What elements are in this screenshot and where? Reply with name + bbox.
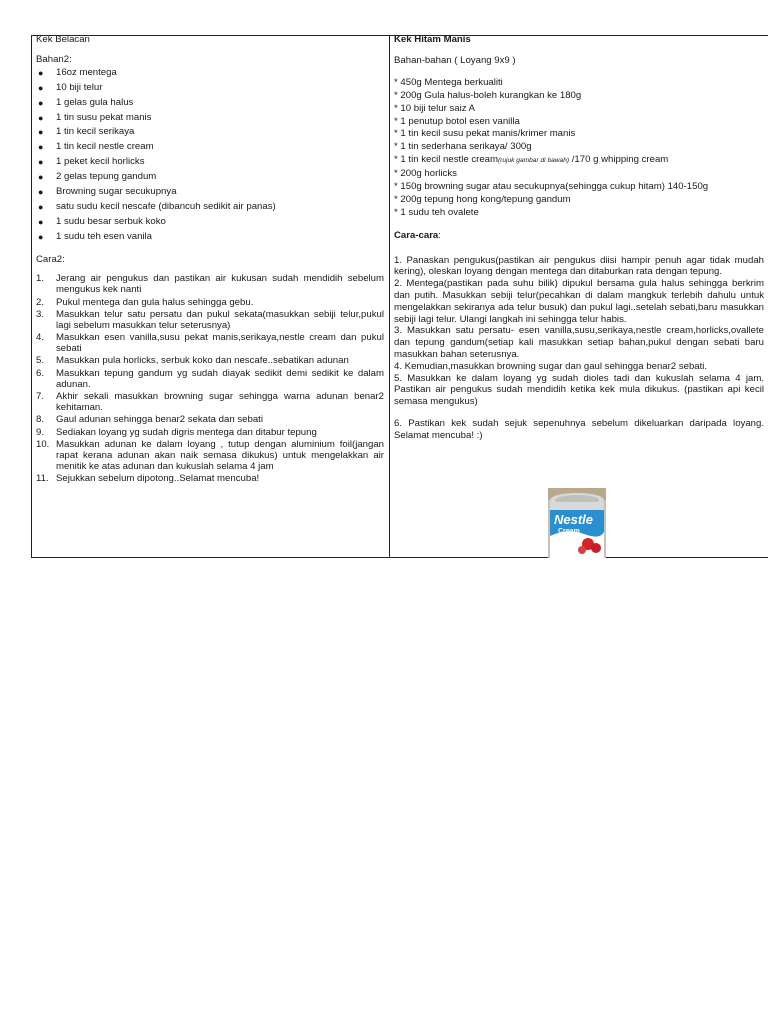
left-ingredient-item xyxy=(36,81,384,96)
left-step-item xyxy=(36,415,384,426)
step-number: 3. xyxy=(36,309,45,321)
left-step-text: Masukkan pula horlicks, serbuk koko dan nescafe..sebatikan adunan xyxy=(56,355,349,367)
left-step-text: Masukkan telur satu persatu dan pukul sekata(masukkan sebiji telur,pukul lagi sebelum masukkan telur seterusnya) xyxy=(56,309,384,331)
right-steps-block xyxy=(394,255,764,408)
left-ingredient-text: 10 biji telur xyxy=(56,81,103,93)
left-ingredient-text: 16oz mentega xyxy=(56,66,117,78)
photo-brand-text: Nestle xyxy=(554,512,594,527)
right-recipe-title: Kek Hitam Manis xyxy=(394,36,471,45)
left-ingredient-item xyxy=(36,96,384,111)
left-ingredient-item xyxy=(36,200,384,215)
step-number: 11. xyxy=(36,472,49,484)
right-ingredient-item: * 1 sudu teh ovalete xyxy=(394,206,479,218)
left-steps-list xyxy=(36,274,384,484)
left-step-item xyxy=(36,428,384,439)
left-step-text: Akhir sekali masukkan browning sugar sehingga warna adunan benar2 kehitaman. xyxy=(56,391,384,413)
right-ingredient-item: * 1 tin kecil susu pekat manis/krimer manis xyxy=(394,128,576,140)
nestle-cream-can-image xyxy=(548,488,606,558)
right-ingredient-item: * 10 biji telur saiz A xyxy=(394,102,476,114)
left-ingredient-text: 1 sudu besar serbuk koko xyxy=(56,215,166,227)
left-ingredient-item xyxy=(36,140,384,155)
bullet-icon: ● xyxy=(38,157,44,168)
right-step-paragraph: 2. Mentega(pastikan pada suhu bilik) dipukul bersama gula halus sehingga berkrim dan putih. Masukkan sebiji telur(pecahkan di dalam mangkuk terlebih dahulu untuk mengelakkan sekiranya ada telur busuk) dan pukul lagi..setelah sebati,baru masukkan sebiji lagi telur. Ulangi langkah ini sehingga telur habis. xyxy=(394,278,764,325)
left-ingredient-text: 1 sudu teh esen vanila xyxy=(56,230,153,242)
left-ingredient-text: 1 gelas gula halus xyxy=(56,96,134,108)
left-ingredient-text: Browning sugar secukupnya xyxy=(56,186,177,198)
right-step-paragraph: 1. Panaskan pengukus(pastikan air pengukus diisi hampir penuh agar tidak mudah kering), oleskan loyang dengan mentega dan ditaburkan rata dengan tepung. xyxy=(394,254,764,278)
left-step-item xyxy=(36,310,384,332)
step-number: 2. xyxy=(36,296,45,308)
photo-product-text: Cream xyxy=(558,528,580,535)
left-step-text: Sejukkan sebelum dipotong..Selamat mencuba! xyxy=(56,472,260,484)
left-step-item xyxy=(36,298,384,309)
left-ingredient-item xyxy=(36,111,384,126)
left-ingredient-item xyxy=(36,66,384,81)
right-step-6: 6. Pastikan kek sudah sejuk sepenuhnya sebelum dikeluarkan daripada loyang. Selamat mencuba! :) xyxy=(394,417,764,441)
step-number: 9. xyxy=(36,426,45,438)
right-cara-heading-line xyxy=(394,230,764,242)
left-ingredient-text: 1 tin kecil nestle cream xyxy=(56,141,154,153)
nestle-photo-note: (rujuk gambar di bawah) xyxy=(497,157,570,165)
nestle-alternative-text: /170 g whipping cream xyxy=(569,154,669,166)
left-ingredient-text: 2 gelas tepung gandum xyxy=(56,171,157,183)
right-step-paragraph: 3. Masukkan satu persatu- esen vanilla,susu,serikaya,nestle cream,horlicks,ovallete dan tepung gandum(setiap kali masukkan setiap bahan,pukul dengan sebati baru masukkan bahan seterusnya. xyxy=(394,325,764,360)
right-ingredient-item: * 200g Gula halus-boleh kurangkan ke 180g xyxy=(394,89,582,101)
left-step-item xyxy=(36,369,384,391)
bullet-icon: ● xyxy=(38,67,44,78)
left-step-text: Sediakan loyang yg sudah digris mentega dan ditabur tepung xyxy=(56,426,317,438)
right-ingredient-item: * 1 tin sederhana serikaya/ 300g xyxy=(394,141,532,153)
right-ingredient-item: * 1 penutup botol esen vanilla xyxy=(394,115,520,127)
bullet-icon: ● xyxy=(38,142,44,153)
right-ingredients-list xyxy=(394,77,764,220)
step-number: 7. xyxy=(36,391,45,402)
right-step-paragraph: 4. Kemudian,masukkan browning sugar dan gaul sehingga benar2 sebati. xyxy=(394,360,708,372)
left-step-text: Masukkan adunan ke dalam loyang , tutup dengan aluminium foil(jangan rapat kerana adunan akan naik semasa dikukus) untuk mengelakkan air menitik ke atas adunan dan kukuslah selama 4 jam xyxy=(56,438,384,472)
right-cara-heading: Cara-cara xyxy=(394,229,439,241)
right-subtitle: Bahan-bahan ( Loyang 9x9 ) xyxy=(394,55,516,66)
left-ingredient-item xyxy=(36,155,384,170)
right-ingredient-item: * 200g tepung hong kong/tepung gandum xyxy=(394,193,571,205)
left-step-item xyxy=(36,474,384,485)
right-cara-colon: : xyxy=(438,229,441,241)
left-ingredient-text: 1 peket kecil horlicks xyxy=(56,156,145,168)
right-column-kek-hitam-manis xyxy=(390,36,768,557)
left-cara-heading: Cara2: xyxy=(36,253,65,265)
left-step-item xyxy=(36,274,384,296)
bullet-icon: ● xyxy=(38,97,44,108)
left-ingredient-text: satu sudu kecil nescafe (dibancuh sedikit air panas) xyxy=(56,200,276,212)
left-ingredient-item xyxy=(36,215,384,230)
bullet-icon: ● xyxy=(38,201,44,212)
left-step-text: Gaul adunan sehingga benar2 sekata dan sebati xyxy=(56,414,263,426)
left-ingredient-item xyxy=(36,185,384,200)
bullet-icon: ● xyxy=(38,127,44,138)
bullet-icon: ● xyxy=(38,216,44,227)
left-step-text: Masukkan esen vanilla,susu pekat manis,serikaya,nestle cream dan pukul sebati xyxy=(56,332,384,355)
left-ingredient-item xyxy=(36,230,384,245)
step-number: 6. xyxy=(36,367,45,379)
left-ingredient-text: 1 tin kecil serikaya xyxy=(56,126,135,138)
step-number: 8. xyxy=(36,414,45,426)
left-step-text: Jerang air pengukus dan pastikan air kukusan sudah mendidih sebelum mengukus kek nanti xyxy=(56,273,384,296)
left-step-item xyxy=(36,333,384,355)
right-step-paragraph: 5. Masukkan ke dalam loyang yg sudah dioles tadi dan kukuslah selama 4 jam. Pastikan air pengukus sudah mendidih ketika kek mula dikukus. (pastikan api kecil semasa mengukus) xyxy=(394,372,764,408)
left-ingredient-text: 1 tin susu pekat manis xyxy=(56,111,152,123)
left-step-text: Pukul mentega dan gula halus sehingga gebu. xyxy=(56,296,254,308)
nestle-cream-can-photo xyxy=(548,488,606,558)
step-number: 5. xyxy=(36,355,45,367)
left-bahan-heading: Bahan2: xyxy=(36,54,72,65)
step-number: 10. xyxy=(36,438,50,450)
right-ingredient-item: * 450g Mentega berkualiti xyxy=(394,76,503,88)
left-ingredients-list xyxy=(36,66,384,245)
step-number: 1. xyxy=(36,273,45,285)
left-step-item xyxy=(36,392,384,414)
right-ingredient-item-nestle xyxy=(394,154,764,168)
left-step-item xyxy=(36,440,384,472)
step-number: 4. xyxy=(36,332,45,344)
left-recipe-title: Kek Belacan xyxy=(36,36,90,45)
left-ingredient-item xyxy=(36,170,384,185)
bullet-icon: ● xyxy=(38,82,44,93)
bullet-icon: ● xyxy=(38,112,44,123)
right-ingredient-item: * 150g browning sugar atau secukupnya(sehingga cukup hitam) 140-150g xyxy=(394,181,709,193)
nestle-ingredient-text: * 1 tin kecil nestle cream xyxy=(394,154,498,166)
bullet-icon: ● xyxy=(38,172,44,183)
left-step-text: Masukkan tepung gandum yg sudah diayak sedikit demi sedikit ke dalam adunan. xyxy=(56,367,384,390)
bullet-icon: ● xyxy=(38,231,44,242)
right-ingredient-item: * 200g horlicks xyxy=(394,168,457,180)
left-step-item xyxy=(36,356,384,367)
left-column-kek-belacan xyxy=(32,36,390,557)
left-ingredient-item xyxy=(36,125,384,140)
bullet-icon: ● xyxy=(38,187,44,198)
recipe-table xyxy=(31,35,768,558)
